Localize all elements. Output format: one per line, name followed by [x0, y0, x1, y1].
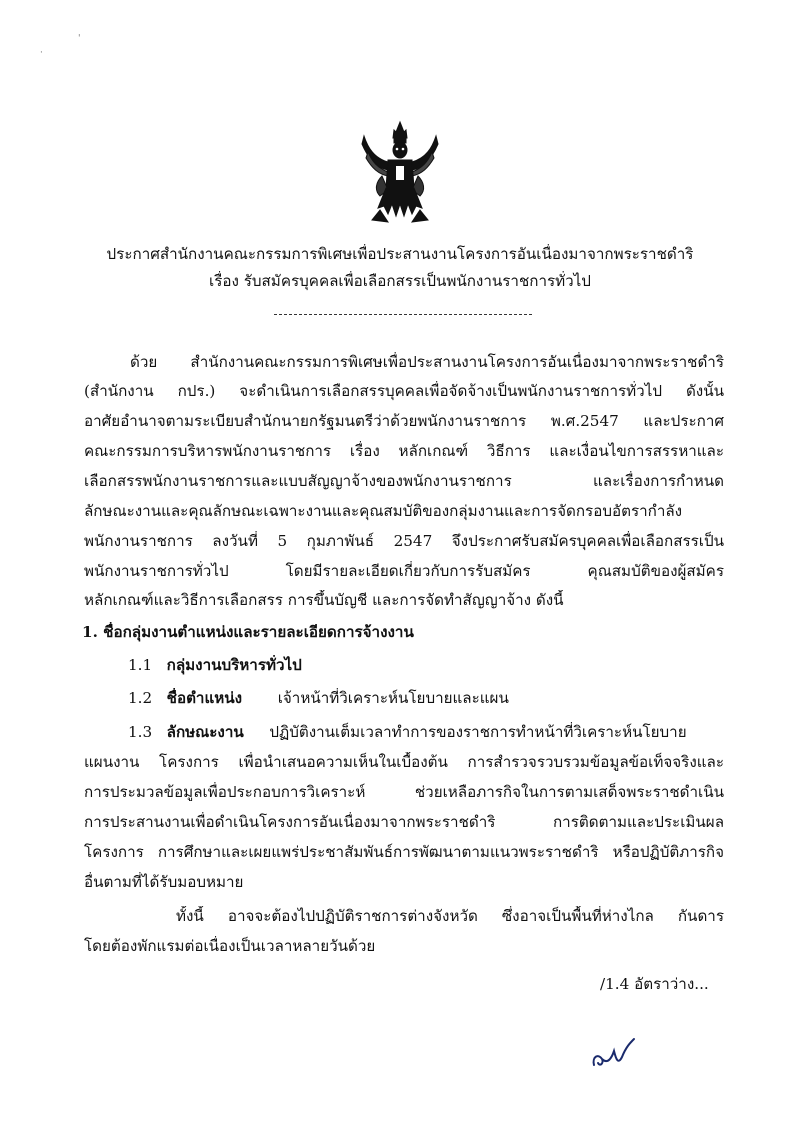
item-number: 1.3 [128, 723, 153, 741]
job-description-line: การประมวลข้อมูลเพื่อประกอบการวิเคราะห์ ช่วยเหลือภารกิจในการตามเสด็จพระราชดำเนิน [84, 783, 724, 801]
item-number: 1.1 [128, 656, 153, 674]
job-description-line: แผนงาน โครงการ เพื่อนำเสนอความเห็นในเบื้องต้น การสำรวจรวบรวมข้อมูลข้อเท็จจริงและ [84, 753, 724, 771]
item-1-1 [128, 655, 628, 675]
announcement-title: ประกาศสำนักงานคณะกรรมการพิเศษเพื่อประสานงานโครงการอันเนื่องมาจากพระราชดำริ [106, 245, 694, 263]
item-label: กลุ่มงานบริหารทั่วไป [166, 656, 302, 674]
job-description-line: การประสานงานเพื่อดำเนินโครงการอันเนื่องมาจากพระราชดำริ การติดตามและประเมินผล [84, 813, 724, 831]
intro-line: คณะกรรมการบริหารพนักงานราชการ เรื่อง หลักเกณฑ์ วิธีการ และเงื่อนไขการสรรหาและ [84, 442, 724, 460]
scan-speck: ' [78, 34, 81, 44]
item-number: 1.2 [128, 689, 153, 707]
item-label: ชื่อตำแหน่ง [166, 689, 243, 707]
section-heading: 1. ชื่อกลุ่มงานตำแหน่งและรายละเอียดการจ้างงาน [82, 623, 414, 641]
item-1-3 [128, 722, 724, 742]
intro-line: พนักงานราชการทั่วไป โดยมีรายละเอียดเกี่ยวกับการรับสมัคร คุณสมบัติของผู้สมัคร [84, 562, 724, 580]
intro-line: (สำนักงาน กปร.) จะดำเนินการเลือกสรรบุคคลเพื่อจัดจ้างเป็นพนักงานราชการทั่วไป ดังนั้น [84, 382, 724, 400]
intro-line: ด้วย สำนักงานคณะกรรมการพิเศษเพื่อประสานงานโครงการอันเนื่องมาจากพระราชดำริ [130, 353, 724, 371]
announcement-subject: เรื่อง รับสมัครบุคคลเพื่อเลือกสรรเป็นพนักงานราชการทั่วไป [209, 272, 591, 290]
position-title: เจ้าหน้าที่วิเคราะห์นโยบายและแผน [277, 689, 509, 707]
intro-line: ลักษณะงานและคุณลักษณะเฉพาะงานและคุณสมบัติของกลุ่มงานและการจัดกรอบอัตรากำลัง [84, 502, 683, 520]
job-description-line: อื่นตามที่ได้รับมอบหมาย [84, 873, 244, 891]
note-line: โดยต้องพักแรมต่อเนื่องเป็นเวลาหลายวันด้วย [84, 937, 376, 955]
header-divider [274, 314, 532, 315]
item-1-2 [128, 688, 688, 708]
scan-speck: · [40, 48, 43, 58]
intro-line: หลักเกณฑ์และวิธีการเลือกสรร การขึ้นบัญชี และการจัดทำสัญญาจ้าง ดังนี้ [84, 591, 564, 609]
job-description-line: ปฏิบัติงานเต็มเวลาทำการของราชการทำหน้าที่วิเคราะห์นโยบาย [269, 723, 687, 741]
continuation-marker: /1.4 อัตราว่าง... [600, 975, 709, 993]
intro-line: อาศัยอำนาจตามระเบียบสำนักนายกรัฐมนตรีว่าด้วยพนักงานราชการ พ.ศ.2547 และประกาศ [84, 412, 724, 430]
intro-line: เลือกสรรพนักงานราชการและแบบสัญญาจ้างของพนักงานราชการ และเรื่องการกำหนด [84, 472, 724, 490]
garuda-emblem-icon [358, 118, 442, 228]
note-line: ทั้งนี้ อาจจะต้องไปปฏิบัติราชการต่างจังหวัด ซึ่งอาจเป็นพื้นที่ห่างไกล กันดาร [176, 907, 724, 925]
intro-line: พนักงานราชการ ลงวันที่ 5 กุมภาพันธ์ 2547 จึงประกาศรับสมัครบุคคลเพื่อเลือกสรรเป็น [84, 532, 724, 550]
signature-initials-icon [588, 1035, 640, 1071]
job-description-line: โครงการ การศึกษาและเผยแพร่ประชาสัมพันธ์การพัฒนาตามแนวพระราชดำริ หรือปฏิบัติภารกิจ [84, 843, 724, 861]
item-label: ลักษณะงาน [166, 723, 244, 741]
